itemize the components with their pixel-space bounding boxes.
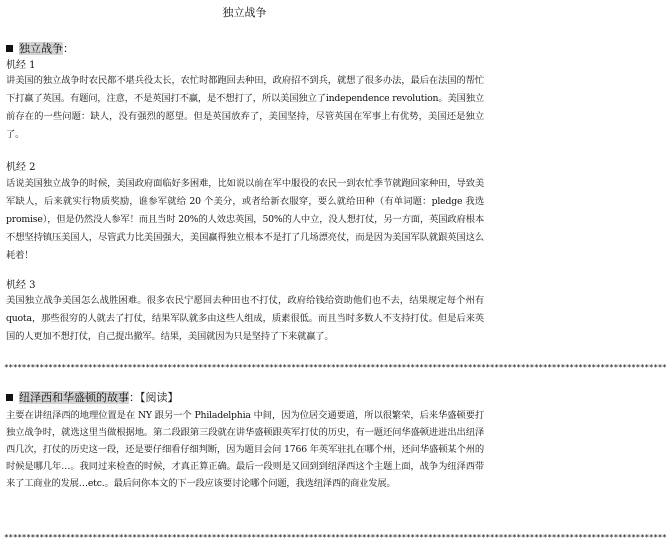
item-label-1: 机经 1 [6,60,36,71]
square-bullet-icon [6,394,13,401]
item-text-2: 话说美国独立战争的时候，美国政府面临好多困难，比如说以前在军中服役的农民一到农忙季节就跑回家种田，导致美军缺人，后来就实行物质奖励，谁参军就给 20 个美分，或者给新衣服穿，要么就给田种（有单词题：pledge 我选 promise），但是仍然没人参军！而且当时 20%的人效忠英国，50%的人中立，没人想打仗，另一方面，英国政府根本不想坚持镇压美国人，尽管武力比美国强大，美国赢得独立根本不是打了几场漂亮仗，而是因为美国军队就跟英国这么耗着！ [6,178,484,261]
separator-line: ****************************************************************************************************************************************************** [4,363,666,372]
page-title: 独立战争 [222,6,267,19]
section2-body-text: 主要在讲纽泽西的地理位置是在 NY 跟另一个 Philadelphia 中间，因为位居交通要道，所以很繁荣，后来华盛顿要打独立战争时，就选这里当做根据地。第二段跟第三段就在讲华盛顿跟英军打仗的历史，有一题还问华盛顿进进出出纽泽西几次，打仗的历史这一段，还是要仔细看仔细判断，因为题目会问 1766 年英军驻扎在哪个州，还问华盛顿某个州的时候是哪几年…。我同过来检查的时候，才真正算正确。最后一段则是又回到到纽泽西这个主题上面，战争为纽泽西带来了工商业的发展…etc.。最后问你本文的下一段应该要讨论哪个问题，我选纽泽西的商业发展。 [6,410,484,489]
item-label-2: 机经 2 [6,162,36,173]
square-bullet-icon [6,45,13,52]
section-heading-suffix: ： [63,42,74,55]
item-label-3: 机经 3 [6,280,36,291]
item-text-3: 美国独立战争美国怎么战胜困难。很多农民宁愿回去种田也不打仗，政府给钱给资助他们也不去，结果规定每个州有 quota，那些很穷的人就去了打仗，结果军队就多由这些人组成，质素很低。而且当时多数人不支持打仗。但是后来英国的人更加不想打仗，自己提出撤军。结果，美国就因为只是坚持了下来就赢了。 [6,295,484,342]
section-heading-text: 纽泽西和华盛顿的故事 [19,391,129,404]
separator-line-bottom: ****************************************************************************************************************************************************** [4,533,666,542]
item-text-1: 讲美国的独立战争时农民都不堪兵役太长，农忙时都跑回去种田，政府招不到兵，就想了很多办法，最后在法国的帮忙下打赢了英国。有题问，注意，不是英国打不赢，是不想打了，所以美国独立了independence revolution。美国独立前存在的一些问题：缺人，没有强烈的愿望。但是英国放弃了，美国坚持，尽管英国在军事上有优势，美国还是独立了。 [6,75,484,140]
section-heading-new-jersey [6,391,179,405]
section-heading-independence-war [6,42,74,56]
section-heading-text: 独立战争 [19,42,63,55]
section-heading-suffix: ：【阅读】 [129,391,179,404]
